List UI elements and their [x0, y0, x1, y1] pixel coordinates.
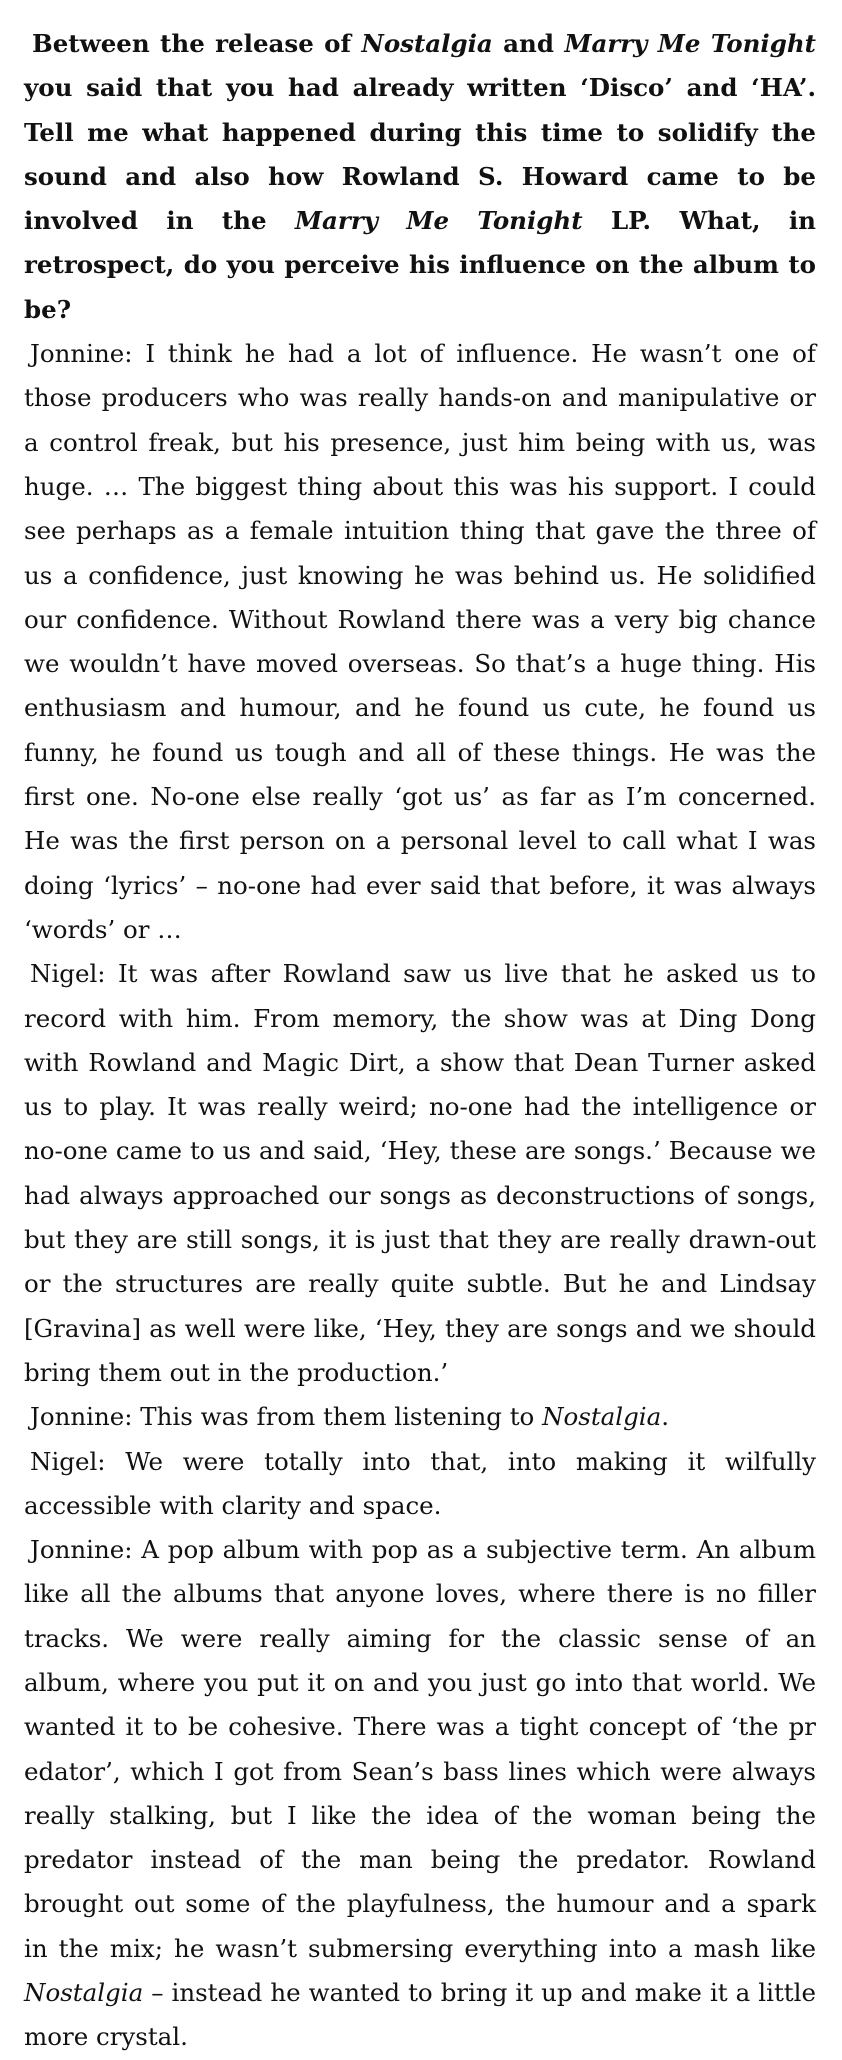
- album-title: Marry Me Tonight: [564, 29, 816, 58]
- album-title: Nostalgia: [542, 1402, 662, 1432]
- answer-nigel-accessible: Nigel: We were totally into that, into making it wilfully accessible with clarity and space.: [24, 1446, 816, 1520]
- question-text: Between the release of: [32, 29, 362, 58]
- answer-text: .: [661, 1402, 670, 1432]
- answer-jonnine-nostalgia: [24, 1395, 816, 1439]
- album-title: Nostalgia: [361, 29, 493, 58]
- answer-jonnine-influence: Jonnine: I think he had a lot of influence. He wasn’t one of those producers who was really hands-on and manipulative or a control freak, but his presence, just him being with us, was huge. … The biggest thing about this was his support. I could see perhaps as a female intuition thing that gave the three of us a confidence, just knowing he was behind us. He solidified our confidence. Without Rowland there was a very big chance we wouldn’t have moved overseas. So that’s a huge thing. His enthusiasm and humour, and he found us cute, he found us funny, he found us tough and all of these things. He was the first one. No-one else really ‘got us’ as far as I’m concerned. He was the first person on a personal level to call what I was doing ‘lyrics’ – no-one had ever said that before, it was always ‘words’ or …: [24, 339, 816, 944]
- answer-jonnine-pop-album: [24, 1528, 816, 2060]
- question-text: and: [492, 29, 565, 58]
- interview-question: [24, 22, 816, 332]
- answer-text: Jonnine: This was from them listening to: [30, 1402, 543, 1432]
- answer-nigel-recording: Nigel: It was after Rowland saw us live that he asked us to record with him. From memory, the show was at Ding Dong with Rowland and Magic Dirt, a show that Dean Turner asked us to play. It was really weird; no-one had the intelligence or no-one came to us and said, ‘Hey, these are songs.’ Because we had always approached our songs as deconstructions of songs, but they are still songs, it is just that they are really drawn-out or the structures are really quite subtle. But he and Lindsay [Gravina] as well were like, ‘Hey, they are songs and we should bring them out in the production.’: [24, 959, 816, 1387]
- album-title: Nostalgia: [24, 1978, 144, 2008]
- answer-text: Jonnine: A pop album with pop as a subjective term. An album like all the albums that anyone loves, where there is no filler tracks. We were really aiming for the classic sense of an album, where you put it on and you just go into that world. We wanted it to be cohesive. There was a tight concept of ‘the pr edator’, which I got from Sean’s bass lines which were always really stalking, but I like the idea of the woman being the predator instead of the man being the predator. Rowland brought out some of the playfulness, the humour and a spark in the mix; he wasn’t submersing everything into a mash like: [24, 1535, 816, 1963]
- answer-text: – instead he wanted to bring it up and make it a little more crystal.: [24, 1978, 816, 2052]
- album-title: Marry Me Tonight: [294, 206, 583, 236]
- question-text: LP. What, in retrospect, do you perceive his influence on the album to be?: [24, 206, 816, 324]
- question-text: you said that you had already written ‘Disco’ and ‘HA’. Tell me what happened during this time to solidify the sound and also how Rowland S. Howard came to be involved in the: [24, 73, 816, 236]
